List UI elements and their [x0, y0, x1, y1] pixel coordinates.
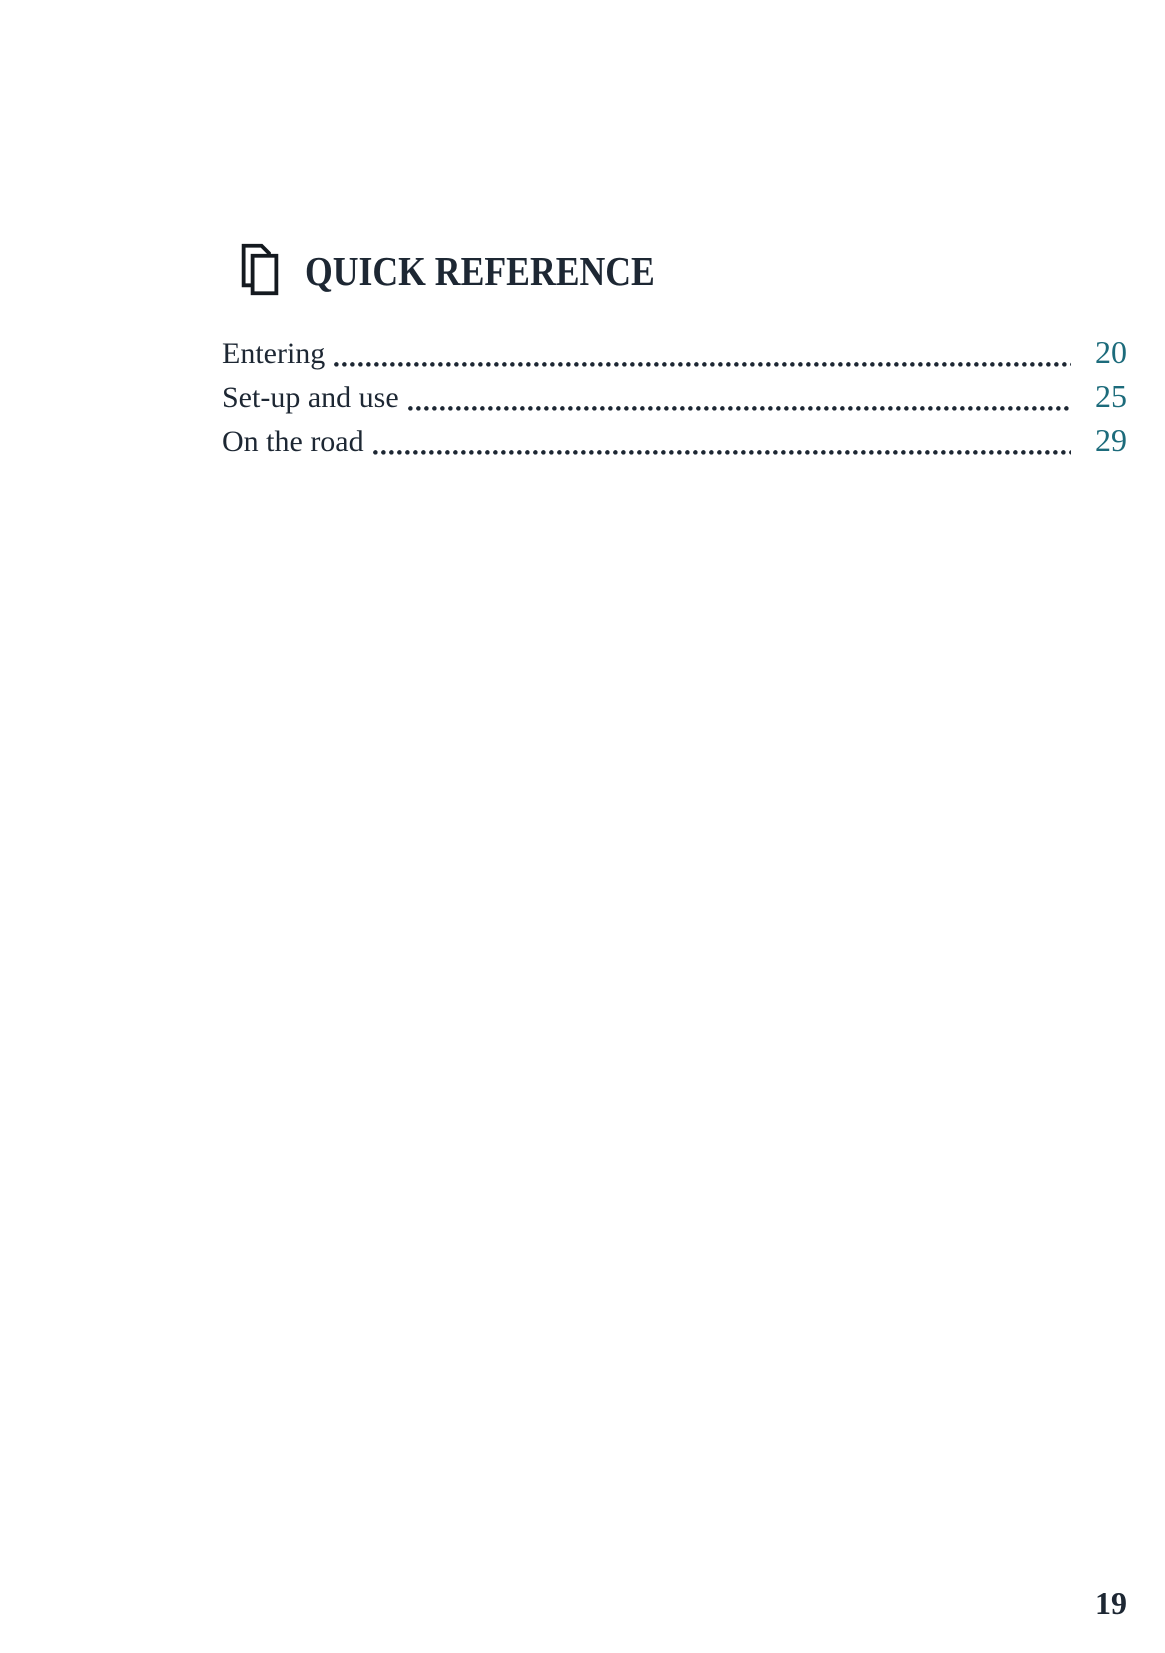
quick-reference-toc — [222, 331, 1127, 463]
section-header — [241, 243, 707, 296]
toc-entry[interactable] — [222, 419, 1127, 463]
section-title: QUICK REFERENCE — [305, 248, 655, 294]
toc-entry-label: On the road — [222, 425, 364, 458]
toc-entry[interactable] — [222, 331, 1127, 375]
toc-entry[interactable] — [222, 375, 1127, 419]
pages-icon — [241, 243, 279, 296]
toc-entry-page-number: 29 — [1095, 422, 1127, 458]
toc-entry-label: Set-up and use — [222, 381, 399, 414]
dot-leader — [334, 362, 1071, 367]
page-number: 19 — [1095, 1585, 1127, 1621]
dot-leader — [373, 450, 1071, 455]
page-footer — [1095, 1587, 1127, 1619]
dot-leader — [408, 406, 1071, 411]
toc-entry-page-number: 20 — [1095, 334, 1127, 370]
toc-entry-label: Entering — [222, 337, 326, 370]
toc-entry-page-number: 25 — [1095, 378, 1127, 414]
